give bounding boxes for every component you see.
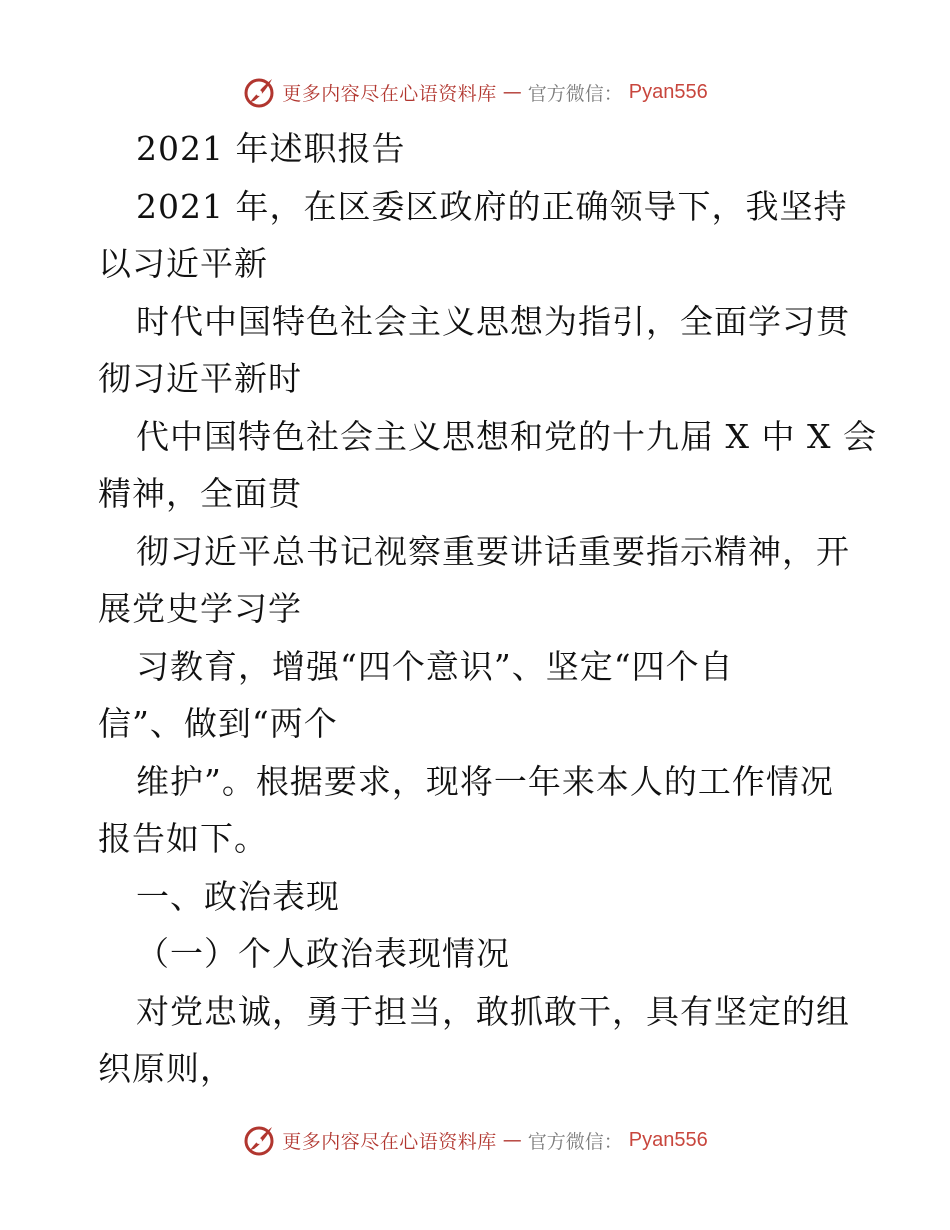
paragraph-line: 代中国特色社会主义思想和党的十九届 X 中 X 会 [136, 416, 877, 456]
banner-wechat-id: Pyan556 [628, 80, 708, 103]
footer-banner [0, 1120, 950, 1160]
paragraph-line: 时代中国特色社会主义思想为指引，全面学习贯 [136, 301, 850, 341]
paragraph-line: 彻习近平新时 [98, 359, 302, 398]
paragraph-line: 报告如下。 [98, 819, 268, 858]
banner-site-text: 更多内容尽在心语资料库 [282, 82, 497, 105]
paragraph-line: 信”、做到“两个 [98, 704, 338, 743]
banner-site-text: 更多内容尽在心语资料库 [282, 1130, 497, 1153]
banner-separator: — [502, 81, 522, 103]
quill-pen-circle-icon [242, 75, 276, 109]
quill-pen-circle-icon [242, 1123, 276, 1157]
banner-wechat-label: 官方微信： [527, 82, 623, 105]
paragraph-line: 展党史学习学 [98, 589, 302, 628]
header-banner [0, 72, 950, 112]
document-body [98, 120, 877, 1098]
section-heading: 一、政治表现 [136, 876, 340, 916]
document-title: 2021 年述职报告 [136, 129, 406, 168]
banner-separator: — [502, 1129, 522, 1151]
subsection-heading: （一）个人政治表现情况 [136, 934, 510, 973]
paragraph-line: 习教育，增强“四个意识”、坚定“四个自 [136, 646, 734, 686]
paragraph-line: 以习近平新 [98, 244, 268, 283]
banner-wechat-id: Pyan556 [628, 1128, 708, 1151]
paragraph-line: 精神，全面贯 [98, 474, 302, 513]
banner-wechat-label: 官方微信： [527, 1130, 623, 1153]
paragraph-line: 对党忠诚，勇于担当，敢抓敢干，具有坚定的组 [136, 991, 850, 1031]
paragraph-line: 织原则， [98, 1049, 234, 1088]
paragraph-line: 2021 年，在区委区政府的正确领导下，我坚持 [136, 186, 848, 226]
paragraph-line: 彻习近平总书记视察重要讲话重要指示精神，开 [136, 531, 850, 571]
paragraph-line: 维护”。根据要求，现将一年来本人的工作情况 [136, 761, 834, 801]
